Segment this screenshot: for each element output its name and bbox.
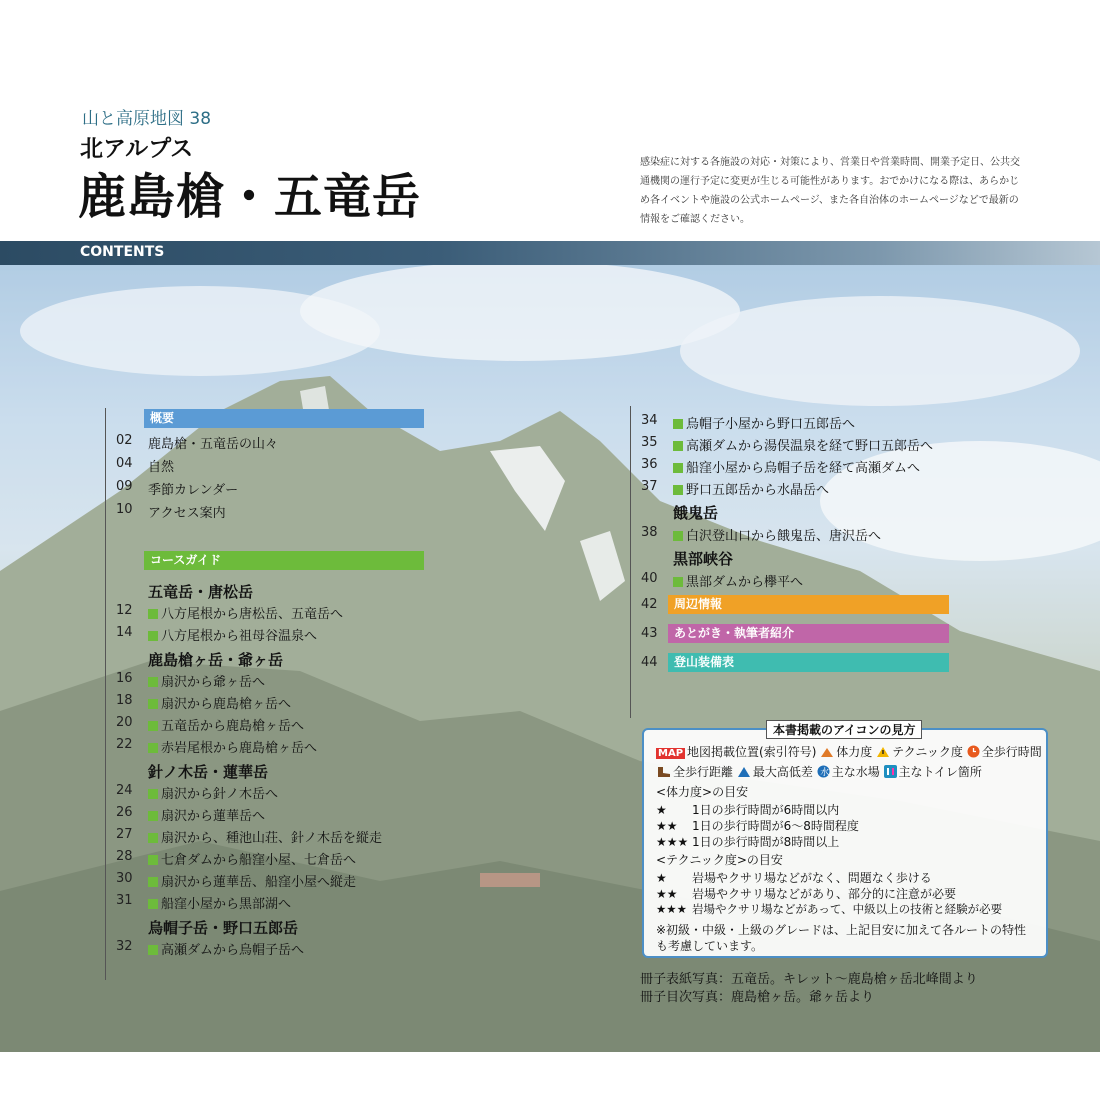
toc-page: 18	[116, 693, 133, 708]
course-marker-icon	[148, 609, 158, 619]
toc-page: 09	[116, 479, 133, 494]
group-title: 五竜岳・唐松岳	[148, 583, 254, 601]
course-marker-icon	[148, 945, 158, 955]
toilet-icon	[884, 765, 897, 778]
afterword-bar[interactable]	[668, 624, 949, 643]
course-marker-icon	[148, 855, 158, 865]
toc-page: 10	[116, 502, 133, 517]
boot-icon	[656, 766, 671, 778]
course-marker-icon	[148, 677, 158, 687]
group-title: 烏帽子岳・野口五郎岳	[148, 919, 299, 937]
course-marker-icon	[673, 441, 683, 451]
toc-page: 04	[116, 456, 133, 471]
toc-entry[interactable]: 自然	[148, 460, 175, 475]
region-subtitle: 北アルプス	[80, 136, 194, 162]
toc-page: 28	[116, 849, 133, 864]
course-guide-label: コースガイド	[150, 553, 222, 567]
toc-entry[interactable]: アクセス案内	[148, 506, 226, 521]
legend-icons-row-1: MAP 地図掲載位置(索引符号) 体力度 テクニック度 全歩行時間	[658, 745, 1042, 759]
icon-legend	[642, 723, 1048, 958]
contents-label: CONTENTS	[80, 244, 165, 260]
technique-row: ★★ 岩場やクサリ場などがあり、部分的に注意が必要	[656, 887, 957, 901]
toc-entry[interactable]: 船窪小屋から烏帽子岳を経て高瀬ダムへ	[673, 457, 920, 476]
right-divider	[630, 406, 631, 718]
toc-page: 02	[116, 433, 133, 448]
course-marker-icon	[148, 899, 158, 909]
course-marker-icon	[148, 631, 158, 641]
group-title: 黒部峡谷	[673, 550, 734, 568]
toc-page: 43	[641, 626, 658, 641]
overview-label: 概要	[150, 411, 175, 425]
water-icon	[817, 765, 830, 778]
technique-heading: <テクニック度>の目安	[656, 853, 783, 867]
notice-text: 感染症に対する各施設の対応・対策により、営業日や営業時間、開業予定日、公共交通機関の運行予定に変更が生じる可能性があります。おでかけになる際は、あらかじめ各イベントや施設の公式ホームページ、また各自治体のホームページなどで最新の情報をご確認ください。	[640, 157, 1020, 225]
toc-entry[interactable]: 烏帽子小屋から野口五郎岳へ	[673, 413, 855, 432]
toc-page: 27	[116, 827, 133, 842]
toc-entry[interactable]: 扇沢から蓮華岳へ	[148, 805, 265, 824]
toc-page: 22	[116, 737, 133, 752]
toc-entry[interactable]: 季節カレンダー	[148, 483, 239, 498]
technique-row: ★★★ 岩場やクサリ場などがあって、中級以上の技術と経験が必要	[656, 902, 1003, 916]
toc-entry[interactable]: 白沢登山口から餓鬼岳、唐沢岳へ	[673, 525, 881, 544]
toc-entry[interactable]: 鹿島槍・五竜岳の山々	[148, 437, 279, 452]
technique-row: ★ 岩場やクサリ場などがなく、問題なく歩ける	[656, 871, 932, 885]
toc-page: 38	[641, 525, 658, 540]
toc-entry[interactable]: 五竜岳から鹿島槍ヶ岳へ	[148, 715, 304, 734]
toc-page: 16	[116, 671, 133, 686]
photo-credit: 冊子表紙写真：五竜岳。キレット〜鹿島槍ヶ岳北峰間より	[640, 972, 978, 987]
toc-entry[interactable]: 船窪小屋から黒部湖へ	[148, 893, 291, 912]
legend-icons-row-2: 全歩行距離 最大高低差 水 主な水場 主なトイレ箇所	[656, 763, 982, 780]
course-marker-icon	[673, 419, 683, 429]
group-title: 餓鬼岳	[673, 504, 719, 522]
contents-bar	[0, 241, 1100, 265]
toc-page: 31	[116, 893, 133, 908]
toc-entry[interactable]: 扇沢から、種池山荘、針ノ木岳を縦走	[148, 827, 382, 846]
cover-photo	[0, 241, 1100, 1052]
overview-bar[interactable]	[144, 409, 424, 428]
toc-entry[interactable]: 扇沢から鹿島槍ヶ岳へ	[148, 693, 291, 712]
technique-icon	[876, 746, 890, 758]
course-marker-icon	[148, 811, 158, 821]
equipment-list-bar[interactable]	[668, 653, 949, 672]
toc-entry[interactable]: 高瀬ダムから烏帽子岳へ	[148, 939, 304, 958]
toc-page: 35	[641, 435, 658, 450]
toc-page: 37	[641, 479, 658, 494]
svg-text:水: 水	[819, 768, 829, 778]
group-title: 鹿島槍ヶ岳・爺ヶ岳	[148, 651, 284, 669]
nearby-info-bar[interactable]	[668, 595, 949, 614]
toc-page: 42	[641, 597, 658, 612]
grade-note: ※初級・中級・上級のグレードは、上記目安に加えて各ルートの特性	[656, 923, 1027, 937]
elevation-icon	[737, 766, 751, 778]
toc-entry[interactable]: 扇沢から爺ヶ岳へ	[148, 671, 265, 690]
series-name: 山と高原地図 38	[82, 109, 212, 129]
stamina-row: ★★★ 1日の歩行時間が8時間以上	[656, 835, 840, 849]
header	[0, 0, 1100, 240]
course-marker-icon	[148, 877, 158, 887]
map-icon: MAP	[658, 748, 684, 759]
toc-page: 20	[116, 715, 133, 730]
stamina-heading: <体力度>の目安	[656, 785, 749, 799]
toc-page: 14	[116, 625, 133, 640]
course-marker-icon	[148, 743, 158, 753]
toc-entry[interactable]: 扇沢から蓮華岳、船窪小屋へ縦走	[148, 871, 356, 890]
toc-page: 40	[641, 571, 658, 586]
course-marker-icon	[148, 833, 158, 843]
course-marker-icon	[148, 721, 158, 731]
toc-entry[interactable]: 高瀬ダムから湯俣温泉を経て野口五郎岳へ	[673, 435, 933, 454]
toc-page: 12	[116, 603, 133, 618]
toc-entry[interactable]: 赤岩尾根から鹿島槍ヶ岳へ	[148, 737, 317, 756]
toc-page: 32	[116, 939, 133, 954]
toc-entry[interactable]: 八方尾根から唐松岳、五竜岳へ	[148, 603, 343, 622]
section-label: 周辺情報	[674, 597, 723, 611]
toc-page: 36	[641, 457, 658, 472]
course-guide-bar[interactable]	[144, 551, 424, 570]
toc-page: 44	[641, 655, 658, 670]
course-marker-icon	[673, 577, 683, 587]
toc-page: 30	[116, 871, 133, 886]
clock-icon	[967, 745, 980, 758]
stamina-icon	[820, 746, 834, 758]
legend-title: 本書掲載のアイコンの見方	[766, 720, 922, 739]
course-marker-icon	[673, 463, 683, 473]
section-label: あとがき・執筆者紹介	[674, 626, 795, 640]
course-marker-icon	[148, 699, 158, 709]
stamina-row: ★ 1日の歩行時間が6時間以内	[656, 803, 840, 817]
toc-entry[interactable]: 八方尾根から祖母谷温泉へ	[148, 625, 317, 644]
toc-page: 34	[641, 413, 658, 428]
toc-page: 24	[116, 783, 133, 798]
photo-credit: 冊子目次写真：鹿島槍ヶ岳。爺ヶ岳より	[640, 990, 875, 1005]
stamina-row: ★★ 1日の歩行時間が6〜8時間程度	[656, 819, 859, 833]
course-marker-icon	[673, 485, 683, 495]
toc-entry[interactable]: 七倉ダムから船窪小屋、七倉岳へ	[148, 849, 356, 868]
course-marker-icon	[148, 789, 158, 799]
course-marker-icon	[673, 531, 683, 541]
toc-entry[interactable]: 野口五郎岳から水晶岳へ	[673, 479, 829, 498]
toc-entry[interactable]: 扇沢から針ノ木岳へ	[148, 783, 278, 802]
toc-entry[interactable]: 黒部ダムから欅平へ	[673, 571, 803, 590]
grade-note: も考慮しています。	[656, 939, 764, 953]
group-title: 針ノ木岳・蓮華岳	[148, 763, 269, 781]
page-title: 鹿島槍・五竜岳	[78, 169, 422, 225]
left-divider	[105, 408, 106, 980]
toc-page: 26	[116, 805, 133, 820]
section-label: 登山装備表	[674, 655, 735, 669]
